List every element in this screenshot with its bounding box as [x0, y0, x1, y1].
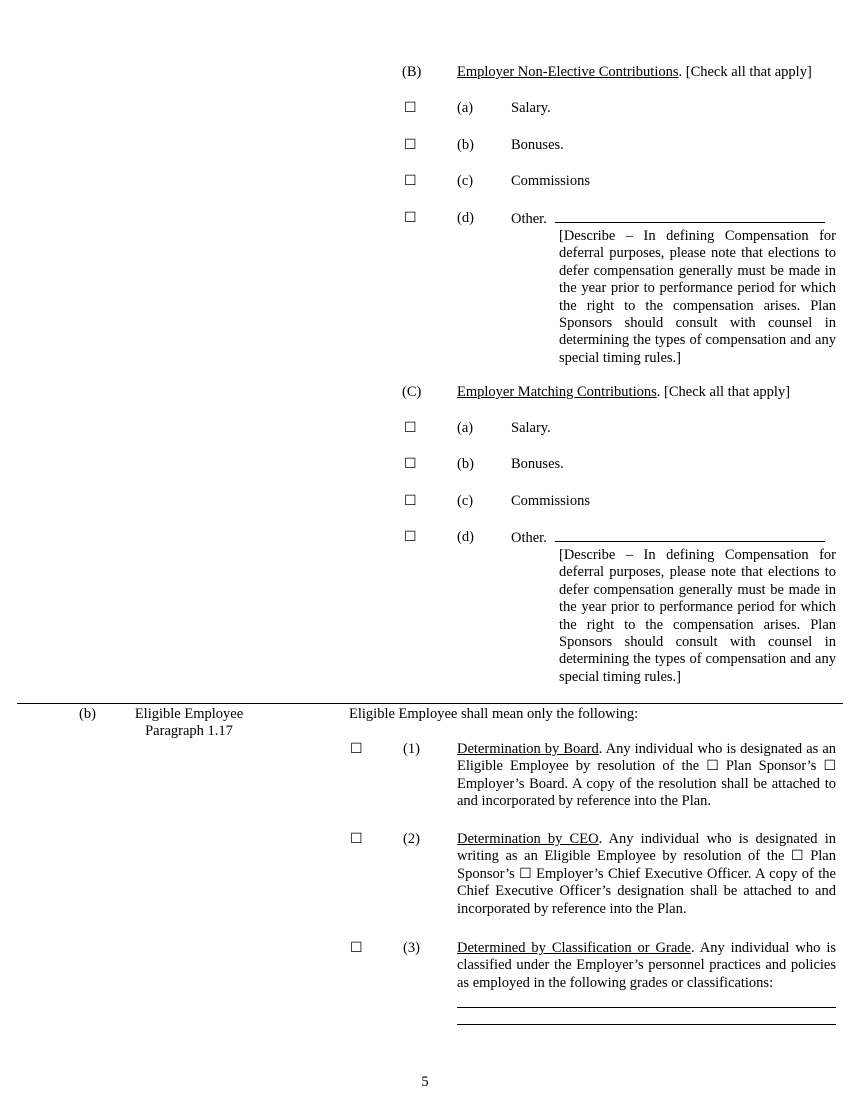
eligible-employee-marker: (b): [79, 706, 96, 722]
section-c-bonuses-letter: (b): [457, 456, 474, 472]
section-b-bonuses-checkbox[interactable]: ☐: [404, 137, 417, 153]
section-b-bonuses-label: Bonuses.: [511, 137, 564, 153]
section-c-salary-letter: (a): [457, 420, 474, 436]
section-c-other-letter: (d): [457, 529, 474, 545]
board-employer-label: Employer’s Board. A copy of the resolution shall be attached to and incorporated by reference into the Plan.: [457, 775, 836, 810]
classification-text: . Any individual who is classified under the Employer’s personnel practices and policies as employed in the following grades or classifications:: [457, 940, 836, 991]
classification-title: Determined by Classification or Grade: [457, 940, 691, 956]
ceo-determination-paragraph: [457, 831, 836, 918]
board-determination-paragraph: [457, 741, 836, 811]
section-b-salary-checkbox[interactable]: ☐: [404, 100, 417, 116]
section-c-other-blank[interactable]: [555, 529, 825, 542]
board-determination-title: Determination by Board: [457, 741, 599, 757]
eligible-employee-heading: Eligible Employee: [134, 706, 244, 722]
section-b-commissions-checkbox[interactable]: ☐: [404, 173, 417, 189]
section-b-other-checkbox[interactable]: ☐: [404, 210, 417, 226]
section-b-salary-label: Salary.: [511, 100, 551, 116]
section-b-other-row: [511, 210, 825, 228]
section-b-other-blank[interactable]: [555, 210, 825, 223]
section-b-bonuses-letter: (b): [457, 137, 474, 153]
ceo-determination-checkbox[interactable]: ☐: [350, 831, 363, 847]
section-c-salary-label: Salary.: [511, 420, 551, 436]
section-c-other-checkbox[interactable]: ☐: [404, 529, 417, 545]
section-c-marker: (C): [402, 384, 422, 400]
section-b-commissions-letter: (c): [457, 173, 474, 189]
classification-blank-line-1[interactable]: [457, 1007, 836, 1008]
ceo-plan-sponsor-label: Plan Sponsor’s: [457, 848, 836, 882]
ceo-plan-sponsor-checkbox[interactable]: ☐: [791, 848, 804, 865]
section-b-marker: (B): [402, 64, 422, 80]
page-number: 5: [421, 1074, 429, 1090]
board-plan-sponsor-checkbox[interactable]: ☐: [706, 758, 719, 775]
classification-blank-line-2[interactable]: [457, 1024, 836, 1025]
classification-paragraph: [457, 940, 836, 992]
section-b-describe-note: [Describe – In defining Compensation for deferral purposes, please note that elections to defer compensation generally must be made in the year prior to performance period for which the right to the compensation arises. Plan Sponsors should consult with counsel in determining the types of compensation and any special timing rules.]: [559, 228, 836, 366]
board-employer-checkbox[interactable]: ☐: [823, 758, 836, 775]
ceo-employer-label: Employer’s Chief Executive Officer. A copy of the Chief Executive Officer’s designation shall be attached to and incorporated by reference into the Plan.: [457, 865, 836, 917]
section-c-other-row: [511, 529, 825, 547]
section-b-heading: [457, 64, 812, 81]
section-c-heading: [457, 384, 790, 401]
board-plan-sponsor-label: Plan Sponsor’s: [718, 758, 824, 775]
section-c-bonuses-label: Bonuses.: [511, 456, 564, 472]
section-b-title: Employer Non-Elective Contributions: [457, 64, 679, 80]
eligible-employee-paragraph-ref: Paragraph 1.17: [145, 723, 233, 739]
classification-checkbox[interactable]: ☐: [350, 940, 363, 956]
section-divider: [17, 703, 843, 704]
section-c-salary-checkbox[interactable]: ☐: [404, 420, 417, 436]
section-c-other-label: Other.: [511, 530, 547, 546]
section-b-other-label: Other.: [511, 211, 547, 227]
eligible-employee-intro: Eligible Employee shall mean only the following:: [349, 706, 639, 722]
classification-number: (3): [403, 940, 420, 956]
board-determination-text: . Any individual who is designated as an Eligible Employee by resolution of the: [457, 741, 837, 775]
section-b-other-letter: (d): [457, 210, 474, 226]
section-b-salary-letter: (a): [457, 100, 474, 116]
board-determination-number: (1): [403, 741, 420, 757]
section-c-bonuses-checkbox[interactable]: ☐: [404, 456, 417, 472]
ceo-employer-checkbox[interactable]: ☐: [519, 865, 532, 882]
ceo-determination-number: (2): [403, 831, 420, 847]
section-c-commissions-letter: (c): [457, 493, 474, 509]
ceo-determination-title: Determination by CEO: [457, 831, 599, 847]
board-determination-checkbox[interactable]: ☐: [350, 741, 363, 757]
section-c-commissions-label: Commissions: [511, 493, 590, 509]
ceo-determination-text: . Any individual who is designated in writing as an Eligible Employee by resolution of the: [457, 831, 836, 865]
section-c-describe-note: [Describe – In defining Compensation for deferral purposes, please note that elections to defer compensation generally must be made in the year prior to performance period for which the right to the compensation arises. Plan Sponsors should consult with counsel in determining the types of compensation and any special timing rules.]: [559, 547, 836, 685]
section-b-instruction: . [Check all that apply]: [678, 64, 812, 80]
section-c-commissions-checkbox[interactable]: ☐: [404, 493, 417, 509]
section-c-instruction: . [Check all that apply]: [656, 384, 791, 400]
section-c-title: Employer Matching Contributions: [457, 384, 657, 400]
section-b-commissions-label: Commissions: [511, 173, 590, 189]
